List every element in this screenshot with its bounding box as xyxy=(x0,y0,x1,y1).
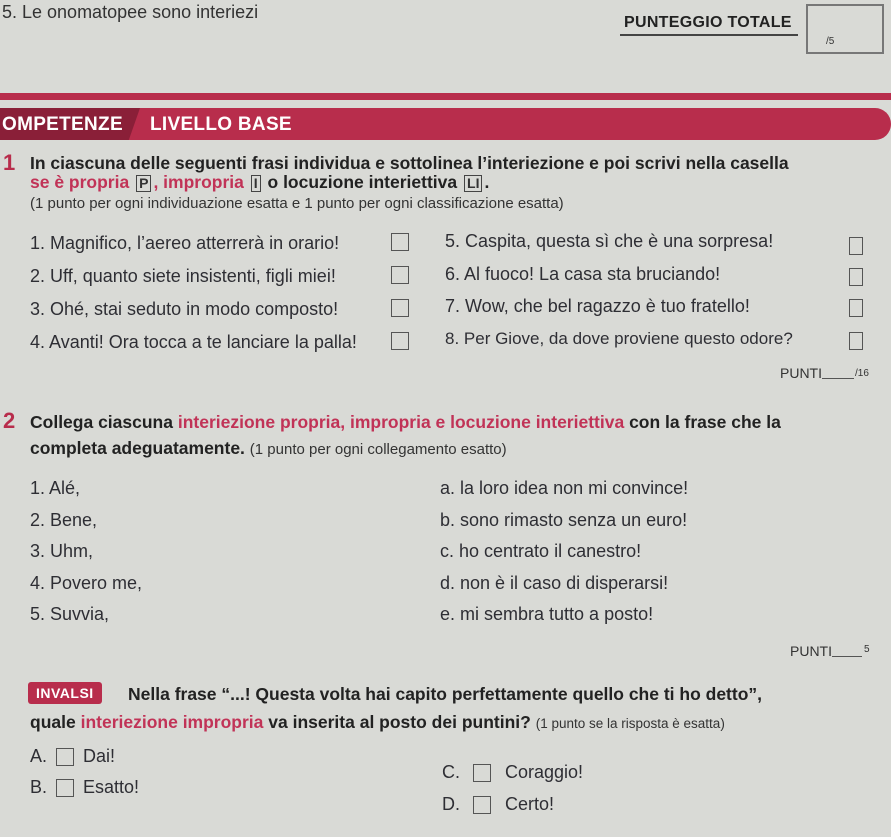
exercise-1-instruction: In ciascuna delle seguenti frasi individua e sottolinea l’interiezione e poi scrivi nella casella xyxy=(30,153,789,173)
total-score-value: /5 xyxy=(826,36,835,47)
box-i: I xyxy=(251,175,261,192)
answer-box-2[interactable] xyxy=(391,266,409,284)
option-c-letter: C. xyxy=(442,762,460,782)
option-c-text: Coraggio! xyxy=(505,762,584,782)
instruction-fragment: o locuzione interiettiva xyxy=(267,172,458,192)
instruction-fragment: interiezione propria, impropria e locuzione interiettiva xyxy=(177,412,625,432)
sentence-5: 5. Caspita, questa sì che è una sorpresa! xyxy=(445,231,774,251)
score-rule xyxy=(620,34,798,36)
invalsi-badge: INVALSI xyxy=(28,682,102,704)
option-a-text: Dai! xyxy=(83,746,116,766)
points-blank xyxy=(822,378,854,379)
exercise-1-instruction-line2 xyxy=(30,172,489,193)
sentence-4: 4. Avanti! Ora tocca a te lanciare la palla! xyxy=(30,332,357,352)
match-left-4[interactable]: 4. Povero me, xyxy=(30,573,143,593)
box-p: P xyxy=(136,175,151,192)
instruction-fragment: . xyxy=(484,172,490,192)
instruction-fragment: con la frase che la xyxy=(629,412,781,432)
exercise-1-points-value: /16 xyxy=(855,368,869,379)
match-right-c[interactable]: c. ho centrato il canestro! xyxy=(440,541,642,561)
option-c-checkbox[interactable] xyxy=(473,764,491,782)
sentence-8: 8. Per Giove, da dove proviene questo odore? xyxy=(445,329,793,348)
match-left-2[interactable]: 2. Bene, xyxy=(30,510,98,530)
previous-exercise-text: 5. Le onomatopee sono interiezi xyxy=(2,2,259,22)
option-b-checkbox[interactable] xyxy=(56,779,74,797)
exercise-2-points-label: PUNTI xyxy=(790,643,832,659)
answer-box-4[interactable] xyxy=(391,332,409,350)
exercise-2-hint: (1 punto per ogni collegamento esatto) xyxy=(249,441,507,458)
match-right-a[interactable]: a. la loro idea non mi convince! xyxy=(440,478,689,498)
banner-competenze: OMPETENZE xyxy=(2,114,123,135)
box-li: LI xyxy=(464,175,482,192)
instruction-fragment: Collega ciascuna xyxy=(30,412,173,432)
option-a-checkbox[interactable] xyxy=(56,748,74,766)
instruction-fragment: , impropria xyxy=(153,172,244,192)
answer-box-8[interactable] xyxy=(849,332,863,350)
instruction-fragment: quale xyxy=(30,712,76,732)
match-left-1[interactable]: 1. Alé, xyxy=(30,478,81,498)
sentence-2: 2. Uff, quanto siete insistenti, figli miei! xyxy=(30,266,336,286)
match-right-d[interactable]: d. non è il caso di disperarsi! xyxy=(440,573,669,593)
sentence-6: 6. Al fuoco! La casa sta bruciando! xyxy=(445,264,721,284)
exercise-2-number: 2 xyxy=(3,408,16,433)
instruction-fragment: interiezione impropria xyxy=(80,712,264,732)
option-d-checkbox[interactable] xyxy=(473,796,491,814)
exercise-2-instruction xyxy=(30,412,781,433)
invalsi-question: Nella frase “...! Questa volta hai capito perfettamente quello che ti ho detto”, xyxy=(128,684,763,704)
sentence-3: 3. Ohé, stai seduto in modo composto! xyxy=(30,299,339,319)
instruction-fragment: se è propria xyxy=(30,172,130,192)
instruction-fragment: completa adeguatamente. xyxy=(30,438,245,458)
invalsi-hint: (1 punto se la risposta è esatta) xyxy=(535,716,725,731)
total-score-box[interactable] xyxy=(806,4,884,54)
instruction-fragment: va inserita al posto dei puntini? xyxy=(268,712,531,732)
answer-box-1[interactable] xyxy=(391,233,409,251)
option-d-letter: D. xyxy=(442,794,460,814)
points-blank xyxy=(832,656,862,657)
exercise-2-points-value: 5 xyxy=(864,644,870,655)
answer-box-7[interactable] xyxy=(849,299,863,317)
total-score-label: PUNTEGGIO TOTALE xyxy=(624,14,792,31)
sentence-7: 7. Wow, che bel ragazzo è tuo fratello! xyxy=(445,296,750,316)
match-right-b[interactable]: b. sono rimasto senza un euro! xyxy=(440,510,688,530)
answer-box-5[interactable] xyxy=(849,237,863,255)
exercise-1-number: 1 xyxy=(3,150,16,175)
exercise-1-hint: (1 punto per ogni individuazione esatta e 1 punto per ogni classificazione esatta) xyxy=(30,195,564,212)
exercise-2-instruction-line2 xyxy=(30,438,507,459)
answer-box-3[interactable] xyxy=(391,299,409,317)
match-right-e[interactable]: e. mi sembra tutto a posto! xyxy=(440,604,654,624)
option-b-letter: B. xyxy=(30,777,48,797)
exercise-1-points-label: PUNTI xyxy=(780,365,822,381)
match-left-3[interactable]: 3. Uhm, xyxy=(30,541,94,561)
banner-top-stripe xyxy=(0,93,891,100)
invalsi-question-line2 xyxy=(30,712,725,733)
option-b-text: Esatto! xyxy=(83,777,140,797)
banner-level: LIVELLO BASE xyxy=(150,114,292,135)
match-left-5[interactable]: 5. Suvvia, xyxy=(30,604,110,624)
option-d-text: Certo! xyxy=(505,794,555,814)
sentence-1: 1. Magnifico, l’aereo atterrerà in orario! xyxy=(30,233,340,253)
option-a-letter: A. xyxy=(30,746,48,766)
answer-box-6[interactable] xyxy=(849,268,863,286)
